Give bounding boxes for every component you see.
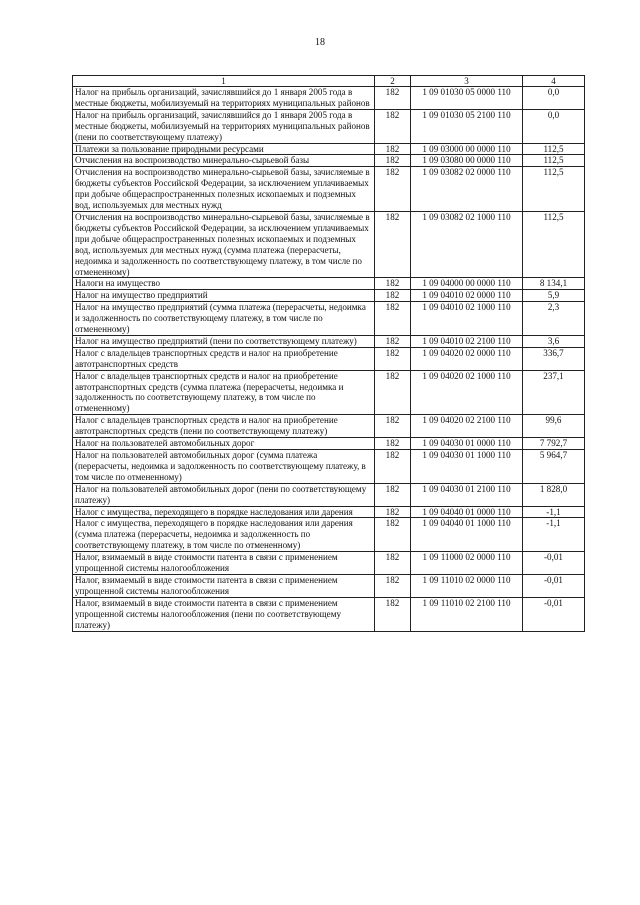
- admin-code-cell: 182: [375, 278, 411, 290]
- revenue-table: [72, 75, 585, 632]
- column-header-2: 2: [375, 76, 411, 87]
- amount-cell: 0,0: [523, 109, 585, 143]
- admin-code-cell: 182: [375, 211, 411, 277]
- amount-cell: -0,01: [523, 597, 585, 631]
- admin-code-cell: 182: [375, 483, 411, 506]
- budget-code-cell: 1 09 03082 02 1000 110: [411, 211, 523, 277]
- revenue-name-cell: Налог с имущества, переходящего в порядке наследования или дарения (сумма платежа (перерасчеты, недоимка и задолженность по соответствующему платежу, в том числе по отмененному): [73, 518, 375, 552]
- table-row: [73, 415, 585, 438]
- amount-cell: 99,6: [523, 415, 585, 438]
- admin-code-cell: 182: [375, 302, 411, 336]
- table-row: [73, 211, 585, 277]
- revenue-name-cell: Налог на пользователей автомобильных дорог (сумма платежа (перерасчеты, недоимка и задолженность по соответствующему платежу, в том числе по отмененному): [73, 450, 375, 484]
- budget-code-cell: 1 09 04030 01 0000 110: [411, 438, 523, 450]
- table-row: [73, 290, 585, 302]
- table-row: [73, 278, 585, 290]
- amount-cell: 5 964,7: [523, 450, 585, 484]
- table-row: [73, 155, 585, 167]
- amount-cell: -0,01: [523, 552, 585, 575]
- amount-cell: 8 134,1: [523, 278, 585, 290]
- table-row: [73, 518, 585, 552]
- budget-code-cell: 1 09 01030 05 2100 110: [411, 109, 523, 143]
- revenue-name-cell: Налог с владельцев транспортных средств и налог на приобретение автотранспортных средств (сумма платежа (перерасчеты, недоимка и задолженность по соответствующему платежу, в том числе по отмененному): [73, 370, 375, 415]
- budget-code-cell: 1 09 04040 01 0000 110: [411, 506, 523, 518]
- revenue-name-cell: Налог с владельцев транспортных средств и налог на приобретение автотранспортных средств (пени по соответствующему платежу): [73, 415, 375, 438]
- amount-cell: -1,1: [523, 506, 585, 518]
- admin-code-cell: 182: [375, 347, 411, 370]
- table-row: [73, 574, 585, 597]
- table-row: [73, 87, 585, 110]
- budget-code-cell: 1 09 01030 05 0000 110: [411, 87, 523, 110]
- budget-code-cell: 1 09 04010 02 1000 110: [411, 302, 523, 336]
- amount-cell: 5,9: [523, 290, 585, 302]
- table-row: [73, 109, 585, 143]
- table-row: [73, 167, 585, 212]
- admin-code-cell: 182: [375, 143, 411, 155]
- admin-code-cell: 182: [375, 155, 411, 167]
- amount-cell: 336,7: [523, 347, 585, 370]
- budget-code-cell: 1 09 03000 00 0000 110: [411, 143, 523, 155]
- admin-code-cell: 182: [375, 597, 411, 631]
- revenue-name-cell: Налог, взимаемый в виде стоимости патента в связи с применением упрощенной системы налогообложения (пени по соответствующему платежу): [73, 597, 375, 631]
- revenue-name-cell: Платежи за пользование природными ресурсами: [73, 143, 375, 155]
- revenue-name-cell: Налог на пользователей автомобильных дорог: [73, 438, 375, 450]
- revenue-name-cell: Налог на имущество предприятий (пени по соответствующему платежу): [73, 335, 375, 347]
- amount-cell: -0,01: [523, 574, 585, 597]
- admin-code-cell: 182: [375, 438, 411, 450]
- admin-code-cell: 182: [375, 574, 411, 597]
- revenue-name-cell: Налог на прибыль организаций, зачислявшийся до 1 января 2005 года в местные бюджеты, мобилизуемый на территориях муниципальных районов: [73, 87, 375, 110]
- revenue-name-cell: Налог на прибыль организаций, зачислявшийся до 1 января 2005 года в местные бюджеты, мобилизуемый на территориях муниципальных районов (пени по соответствующему платежу): [73, 109, 375, 143]
- amount-cell: 112,5: [523, 155, 585, 167]
- revenue-name-cell: Налог с имущества, переходящего в порядке наследования или дарения: [73, 506, 375, 518]
- amount-cell: -1,1: [523, 518, 585, 552]
- budget-code-cell: 1 09 04010 02 0000 110: [411, 290, 523, 302]
- admin-code-cell: 182: [375, 415, 411, 438]
- admin-code-cell: 182: [375, 370, 411, 415]
- amount-cell: 2,3: [523, 302, 585, 336]
- admin-code-cell: 182: [375, 552, 411, 575]
- column-header-1: 1: [73, 76, 375, 87]
- table-row: [73, 347, 585, 370]
- budget-code-cell: 1 09 04010 02 2100 110: [411, 335, 523, 347]
- budget-code-cell: 1 09 11000 02 0000 110: [411, 552, 523, 575]
- admin-code-cell: 182: [375, 290, 411, 302]
- table-row: [73, 370, 585, 415]
- table-row: [73, 143, 585, 155]
- amount-cell: 0,0: [523, 87, 585, 110]
- revenue-name-cell: Налог на имущество предприятий: [73, 290, 375, 302]
- column-header-4: 4: [523, 76, 585, 87]
- budget-code-cell: 1 09 04040 01 1000 110: [411, 518, 523, 552]
- admin-code-cell: 182: [375, 506, 411, 518]
- revenue-name-cell: Налог на пользователей автомобильных дорог (пени по соответствующему платежу): [73, 483, 375, 506]
- budget-code-cell: 1 09 04020 02 2100 110: [411, 415, 523, 438]
- admin-code-cell: 182: [375, 109, 411, 143]
- budget-code-cell: 1 09 04020 02 1000 110: [411, 370, 523, 415]
- table-row: [73, 450, 585, 484]
- table-row: [73, 597, 585, 631]
- revenue-name-cell: Налоги на имущество: [73, 278, 375, 290]
- budget-code-cell: 1 09 11010 02 0000 110: [411, 574, 523, 597]
- table-row: [73, 438, 585, 450]
- table-row: [73, 506, 585, 518]
- table-body: [73, 87, 585, 632]
- amount-cell: 1 828,0: [523, 483, 585, 506]
- admin-code-cell: 182: [375, 87, 411, 110]
- table-row: [73, 552, 585, 575]
- page-number: 18: [315, 37, 325, 48]
- amount-cell: 237,1: [523, 370, 585, 415]
- revenue-name-cell: Налог, взимаемый в виде стоимости патента в связи с применением упрощенной системы налогообложения: [73, 574, 375, 597]
- admin-code-cell: 182: [375, 518, 411, 552]
- table-row: [73, 483, 585, 506]
- admin-code-cell: 182: [375, 450, 411, 484]
- table-header-row: [73, 76, 585, 87]
- amount-cell: 112,5: [523, 167, 585, 212]
- column-header-3: 3: [411, 76, 523, 87]
- revenue-name-cell: Отчисления на воспроизводство минерально-сырьевой базы, зачисляемые в бюджеты субъектов Российской Федерации, за исключением уплачиваемых при добыче общераспространенных полезных ископаемых и подземных вод, используемых для местных нужд (сумма платежа (перерасчеты, недоимка и задолженность по соответствующему платежу, в том числе по отмененному): [73, 211, 375, 277]
- budget-code-cell: 1 09 04000 00 0000 110: [411, 278, 523, 290]
- table-row: [73, 302, 585, 336]
- amount-cell: 7 792,7: [523, 438, 585, 450]
- amount-cell: 112,5: [523, 143, 585, 155]
- table-row: [73, 335, 585, 347]
- admin-code-cell: 182: [375, 167, 411, 212]
- budget-code-cell: 1 09 04020 02 0000 110: [411, 347, 523, 370]
- revenue-name-cell: Налог, взимаемый в виде стоимости патента в связи с применением упрощенной системы налогообложения: [73, 552, 375, 575]
- revenue-name-cell: Налог на имущество предприятий (сумма платежа (перерасчеты, недоимка и задолженность по соответствующему платежу, в том числе по отмененному): [73, 302, 375, 336]
- revenue-name-cell: Отчисления на воспроизводство минерально-сырьевой базы: [73, 155, 375, 167]
- revenue-name-cell: Отчисления на воспроизводство минерально-сырьевой базы, зачисляемые в бюджеты субъектов Российской Федерации, за исключением уплачиваемых при добыче общераспространенных полезных ископаемых и подземных вод, используемых для местных нужд: [73, 167, 375, 212]
- budget-code-cell: 1 09 03080 00 0000 110: [411, 155, 523, 167]
- admin-code-cell: 182: [375, 335, 411, 347]
- budget-code-cell: 1 09 04030 01 1000 110: [411, 450, 523, 484]
- budget-code-cell: 1 09 04030 01 2100 110: [411, 483, 523, 506]
- budget-code-cell: 1 09 03082 02 0000 110: [411, 167, 523, 212]
- budget-code-cell: 1 09 11010 02 2100 110: [411, 597, 523, 631]
- revenue-name-cell: Налог с владельцев транспортных средств и налог на приобретение автотранспортных средств: [73, 347, 375, 370]
- amount-cell: 3,6: [523, 335, 585, 347]
- amount-cell: 112,5: [523, 211, 585, 277]
